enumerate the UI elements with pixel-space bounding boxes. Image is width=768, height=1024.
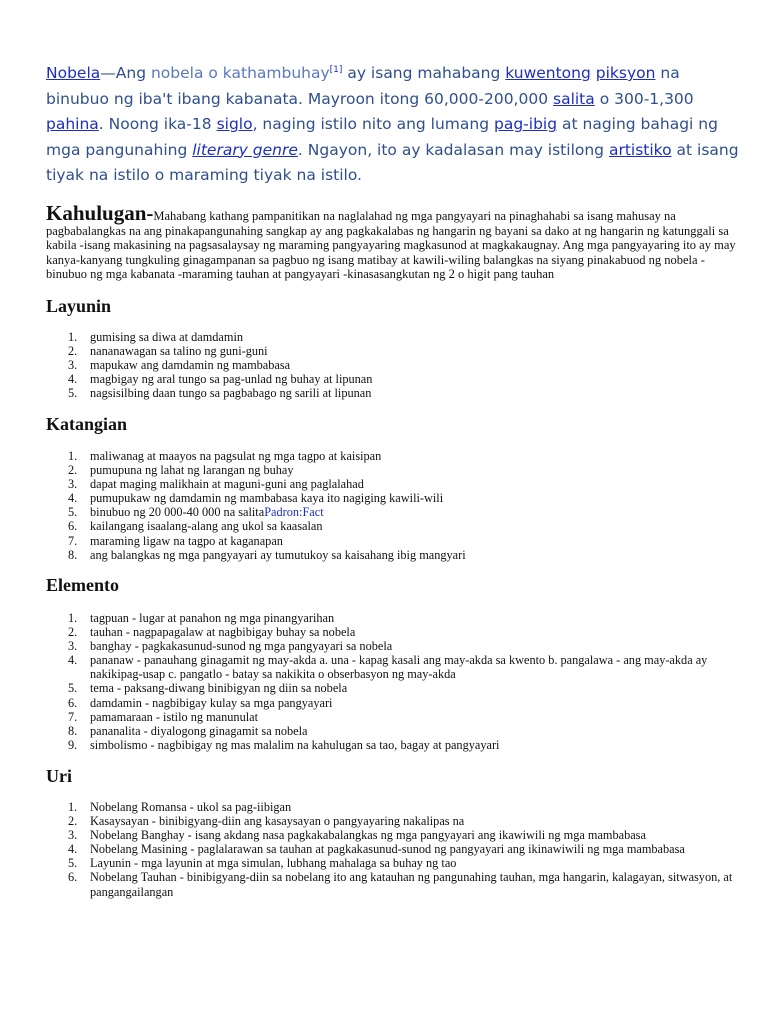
katangian-heading: Katangian xyxy=(46,414,128,434)
intro-text: ay isang mahabang xyxy=(342,64,506,83)
list-item: 2. Kasaysayan - binibigyang-diin ang kasaysayan o pangyayaring nakalipas na xyxy=(68,814,465,829)
literary-genre-link[interactable]: literary genre xyxy=(192,140,298,159)
pahina-link[interactable]: pahina xyxy=(46,115,99,134)
intro-text: na binubuo ng iba't ibang kabanata. Mayroon itong 60,000-200,000 xyxy=(46,64,680,108)
salita-link[interactable]: salita xyxy=(553,89,595,108)
list-item: 4. magbigay ng aral tungo sa pag-unlad ng buhay at lipunan xyxy=(68,372,373,387)
intro-text: kathambuhay xyxy=(222,64,330,83)
pag-ibig-link[interactable]: pag-ibig xyxy=(494,115,558,134)
elemento-list xyxy=(46,611,746,752)
intro-paragraph xyxy=(46,58,746,189)
piksyon-link[interactable]: piksyon xyxy=(595,64,656,83)
intro-text: nobela o xyxy=(150,64,223,83)
intro-text: o 300-1,300 xyxy=(594,89,694,108)
list-item: 6. damdamin - nagbibigay kulay sa mga pangyayari xyxy=(68,695,333,710)
kahulugan-section xyxy=(46,201,736,282)
list-item: 8. pananalita - diyalogong ginagamit sa nobela xyxy=(68,723,308,738)
list-item: 5. binubuo ng 20 000-40 000 na salitaPadron:Fact xyxy=(68,505,324,520)
list-item: 4. pumupukaw ng damdamin ng mambabasa kaya ito nagiging kawili-wili xyxy=(68,491,444,506)
list-item: 6. Nobelang Tauhan - binibigyang-diin sa nobelang ito ang katauhan ng pangunahing tauhan, mga hangarin, kalagayan, sitwasyon, at pangangailangan xyxy=(68,870,733,899)
list-item: 4. Nobelang Masining - paglalarawan sa tauhan at pagkakasunud-sunod ng pangyayari ang ikinawiwili ng mga mambabasa xyxy=(68,842,685,857)
list-item: 1. Nobelang Romansa - ukol sa pag-iibigan xyxy=(68,800,292,814)
list-item: 2. pumupuna ng lahat ng larangan ng buhay xyxy=(68,463,294,478)
list-item: 3. banghay - pagkakasunud-sunod ng mga pangyayari sa nobela xyxy=(68,639,393,654)
list-item: 5. nagsisilbing daan tungo sa pagbabago ng sarili at lipunan xyxy=(68,386,372,401)
intro-text: at naging bahagi ng mga pangunahing xyxy=(46,115,718,159)
intro-text: . Noong ika-18 xyxy=(98,115,217,134)
intro-text: , naging istilo nito ang lumang xyxy=(252,115,494,134)
list-item: 7. pamamaraan - istilo ng manunulat xyxy=(68,709,259,724)
siglo-link[interactable]: siglo xyxy=(216,115,253,134)
list-item: 6. kailangang isaalang-alang ang ukol sa kaasalan xyxy=(68,519,323,534)
layunin-heading: Layunin xyxy=(46,296,112,316)
reference-link[interactable]: [1] xyxy=(329,65,343,75)
katangian-list xyxy=(46,449,746,562)
elemento-heading: Elemento xyxy=(46,575,119,595)
list-item: 1. maliwanag at maayos na pagsulat ng mga tagpo at kaisipan xyxy=(68,449,382,463)
list-item: 3. Nobelang Banghay - isang akdang nasa pagkakabalangkas ng mga pangyayari ang ikawiwili ng mga mambabasa xyxy=(68,828,646,843)
artistiko-link[interactable]: artistiko xyxy=(608,140,672,159)
list-item: 1. tagpuan - lugar at panahon ng mga pinangyarihan xyxy=(68,611,335,625)
intro-text: —Ang xyxy=(100,64,151,83)
uri-list xyxy=(46,800,746,899)
nobela-link[interactable]: Nobela xyxy=(46,64,101,83)
list-item: 7. maraming ligaw na tagpo at kaganapan xyxy=(68,533,283,548)
uri-heading: Uri xyxy=(46,766,72,786)
list-item: 2. nananawagan sa talino ng guni-guni xyxy=(68,344,268,359)
intro-text: . Ngayon, ito ay kadalasan may istilong xyxy=(297,140,609,159)
list-item: 9. simbolismo - nagbibigay ng mas malalim na kahulugan sa tao, bagay at pangyayari xyxy=(68,737,500,752)
list-item: 8. ang balangkas ng mga pangyayari ay tumutukoy sa kaisahang ibig mangyari xyxy=(68,547,466,562)
list-item: 4. pananaw - panauhang ginagamit ng may-akda a. una - kapag kasali ang may-akda sa kwento b. pangalawa - ang may-akda ay nakikipag-usap c. pangatlo - batay sa nakikita o obserbasyon ng may-akda xyxy=(68,653,708,682)
padron-fact-link[interactable]: Padron:Fact xyxy=(264,505,324,520)
list-item: 1. gumising sa diwa at damdamin xyxy=(68,330,244,344)
list-item: 3. dapat maging malikhain at maguni-guni ang paglalahad xyxy=(68,477,364,492)
kahulugan-heading: Kahulugan- xyxy=(46,201,154,225)
kuwentong-link[interactable]: kuwentong xyxy=(505,64,591,83)
list-item: 2. tauhan - nagpapagalaw at nagbibigay buhay sa nobela xyxy=(68,625,356,640)
list-item: 3. mapukaw ang damdamin ng mambabasa xyxy=(68,358,291,373)
kahulugan-body: Mahabang kathang pampanitikan na naglalahad ng mga pangyayari na pinaghahabi sa isang mahusay na pagbabalangkas na ang pinakapangunahing sangkap ay ang pagkakalabas ng hangarin ng bayani sa dako at ng hangarin ng katunggali sa kabila -isang makasining na pagsasalaysay ng maraming pangyayaring magkasunod at magkakaugnay. Ang mga pangyayaring ito ay may kanya-kanyang tungkuling ginagampanan sa pagbuo ng isang matibay at kawili-wiling balangkas na siyang pinakabuod ng nobela -binubuo ng mga kabanata -maraming tauhan at pangyayari -kinasasangkutan ng 2 o higit pang tauhan xyxy=(46,209,736,282)
list-item: 5. tema - paksang-diwang binibigyan ng diin sa nobela xyxy=(68,681,348,696)
layunin-list xyxy=(46,330,746,400)
list-item: 5. Layunin - mga layunin at mga simulan, lubhang mahalaga sa buhay ng tao xyxy=(68,856,457,871)
intro-text: at isang tiyak na istilo o maraming tiyak na istilo. xyxy=(46,140,739,185)
